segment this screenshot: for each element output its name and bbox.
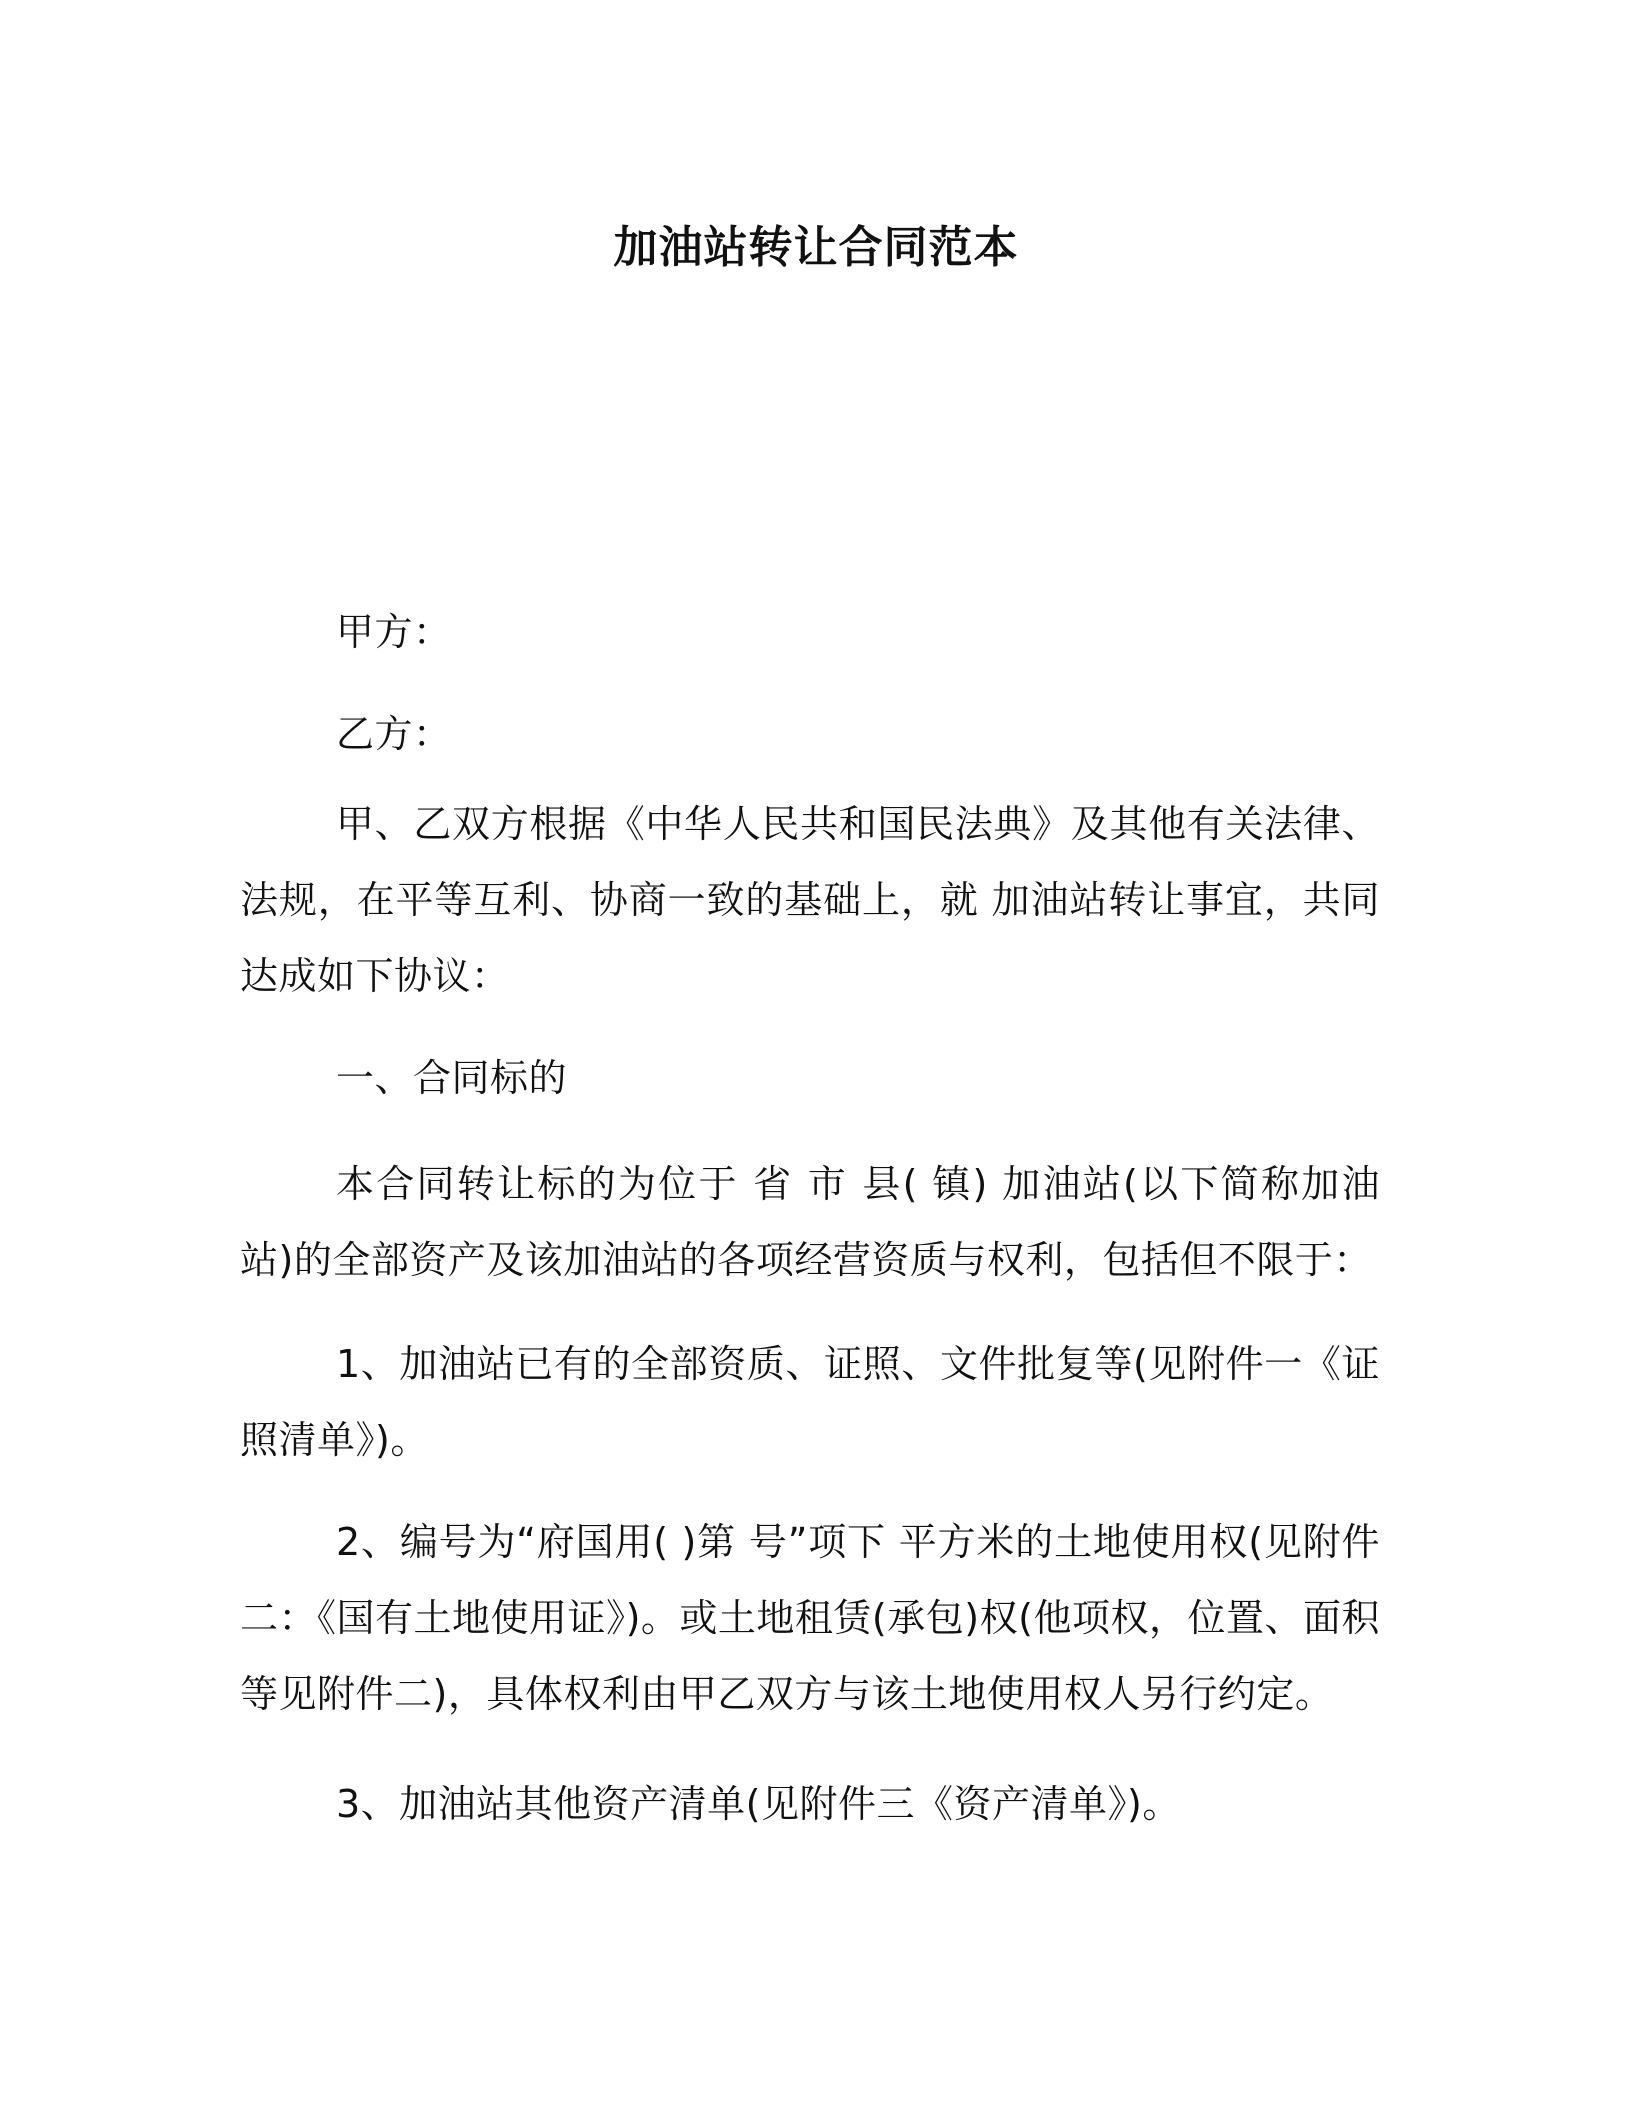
section1-body: 本合同转让标的为位于 省 市 县( 镇) 加油站(以下简称加油站)的全部资产及该加油站的各项经营资质与权利，包括但不限于： bbox=[240, 1162, 1380, 1282]
clause-item-3: 3、加油站其他资产清单(见附件三《资产清单》)。 bbox=[336, 1782, 1181, 1826]
clause-item-1: 1、加油站已有的全部资质、证照、文件批复等(见附件一《证照清单》)。 bbox=[240, 1342, 1380, 1462]
section1-heading: 一、合同标的 bbox=[336, 1056, 568, 1100]
intro-paragraph: 甲、乙双方根据《中华人民共和国民法典》及其他有关法律、法规，在平等互利、协商一致的基础上，就 加油站转让事宜，共同达成如下协议： bbox=[240, 802, 1380, 998]
party-b-line: 乙方： bbox=[336, 712, 452, 756]
party-a-line: 甲方： bbox=[336, 610, 452, 654]
document-title: 加油站转让合同范本 bbox=[613, 222, 1019, 273]
clause-item-2: 2、编号为“府国用( )第 号”项下 平方米的土地使用权(见附件二：《国有土地使用证》)。或土地租赁(承包)权(他项权，位置、面积等见附件二)，具体权利由甲乙双方与该土地使用权人另行约定。 bbox=[240, 1520, 1380, 1716]
